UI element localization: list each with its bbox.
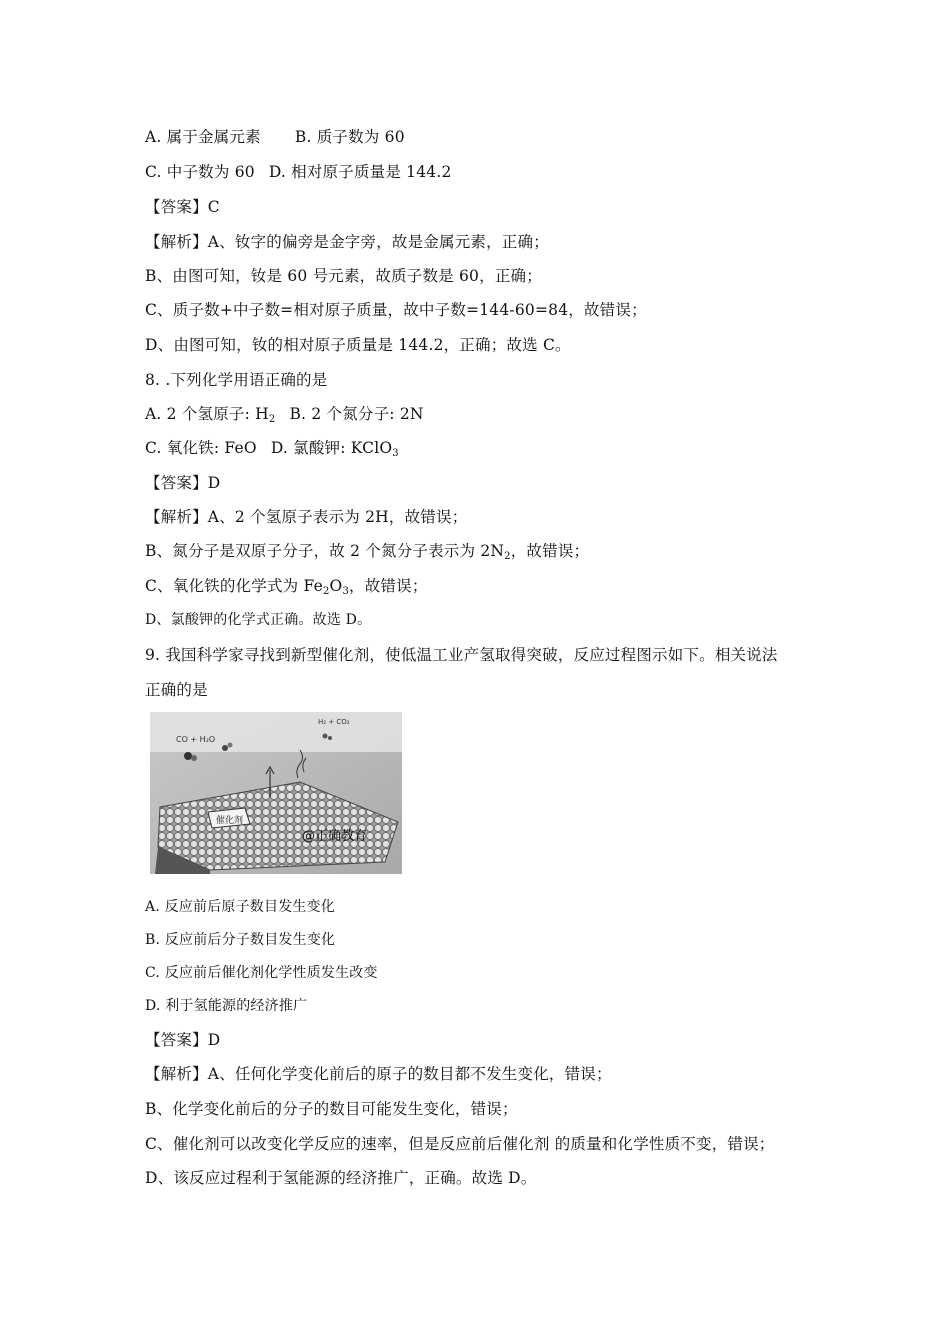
watermark: @正确教育	[302, 829, 368, 844]
q8-option-d: D. 氯酸钾: KClO$_3$	[270, 439, 399, 459]
q9-option-d: D. 利于氢能源的经济推广	[145, 998, 308, 1014]
q8-analysis-c: C、氧化铁的化学式为 $Fe_2O_3$，故错误；	[145, 577, 428, 597]
q8-options-row-2	[145, 438, 399, 464]
q9-stem-line-1: 9. 我国科学家寻找到新型催化剂，使低温工业产氢取得突破，反应过程图示如下。相关说法	[145, 646, 778, 664]
q7-option-c: C. 中子数为 60	[145, 163, 255, 181]
q8-option-b: B. 2 个氮分子: 2N	[289, 405, 424, 423]
q7-analysis-a: 【解析】A、钕字的偏旁是金字旁，故是金属元素，正确；	[145, 233, 549, 251]
q9-analysis-d: D、该反应过程利于氢能源的经济推广，正确。故选 D。	[145, 1169, 537, 1187]
q7-answer: 【答案】C	[145, 198, 220, 216]
catalyst-label: 催化剂	[216, 816, 244, 826]
q7-analysis-d: D、由图可知，钕的相对原子质量是 144.2，正确；故选 C。	[145, 336, 571, 354]
q9-option-a: A. 反应前后原子数目发生变化	[145, 899, 336, 915]
q8-options-row-1	[145, 404, 424, 430]
q7-option-a: A. 属于金属元素	[145, 128, 261, 146]
q8-answer: 【答案】D	[145, 474, 221, 492]
q9-answer: 【答案】D	[145, 1031, 221, 1049]
product-label: H₂ + CO₂	[318, 718, 350, 726]
q9-analysis-c: C、催化剂可以改变化学反应的速率，但是反应前后催化剂 的质量和化学性质不变，错误；	[145, 1135, 775, 1153]
q7-option-d: D. 相对原子质量是 144.2	[268, 163, 452, 181]
q9-option-c: C. 反应前后催化剂化学性质发生改变	[145, 965, 378, 981]
q7-analysis-b: B、由图可知，钕是 60 号元素，故质子数是 60，正确；	[145, 267, 542, 285]
reactant-label: CO + H₂O	[176, 735, 216, 744]
q9-option-b: B. 反应前后分子数目发生变化	[145, 932, 336, 948]
q8-analysis-d: D、氯酸钾的化学式正确。故选 D。	[145, 612, 372, 628]
q8-stem: 8. .下列化学用语正确的是	[145, 371, 328, 389]
q7-option-b: B. 质子数为 60	[294, 128, 405, 146]
q8-analysis-b: B、氮分子是双原子分子，故 2 个氮分子表示为 $2N_2$，故错误；	[145, 542, 590, 562]
q9-analysis-a: 【解析】A、任何化学变化前后的原子的数目都不发生变化，错误；	[145, 1065, 612, 1083]
q8-option-c: C. 氧化铁: FeO	[145, 439, 257, 457]
q9-stem-line-2: 正确的是	[145, 681, 208, 699]
catalyst-reaction-figure	[150, 712, 402, 874]
q9-analysis-b: B、化学变化前后的分子的数目可能发生变化，错误；	[145, 1100, 518, 1118]
q7-analysis-c: C、质子数+中子数=相对原子质量，故中子数=144-60=84，故错误；	[145, 301, 647, 319]
q7-options-row-1	[145, 127, 405, 147]
q7-options-row-2	[145, 162, 452, 182]
q8-option-a: A. 2 个氢原子: $H_2$	[145, 405, 276, 425]
catalyst-reaction-illustration	[150, 712, 402, 874]
q8-analysis-a: 【解析】A、2 个氢原子表示为 2H，故错误；	[145, 508, 468, 526]
